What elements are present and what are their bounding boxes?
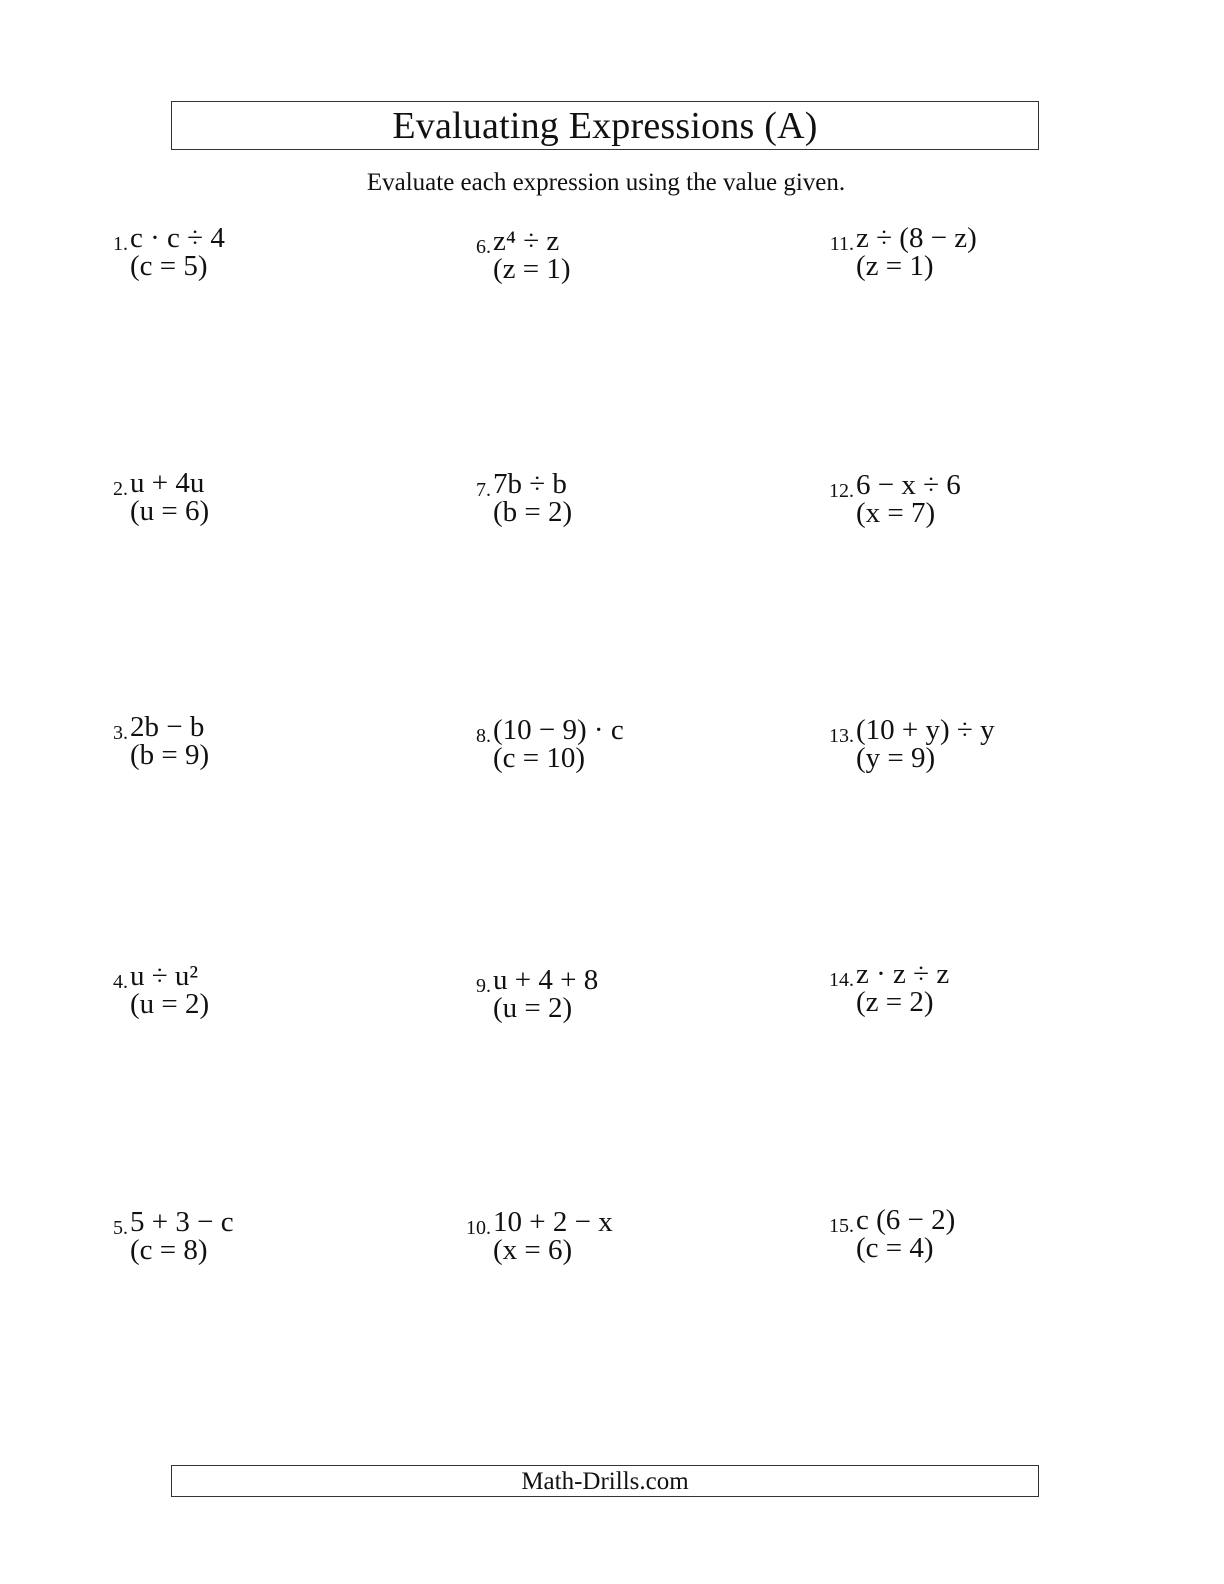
- problem-7: [463, 470, 763, 550]
- problem-expression: 7b ÷ b: [493, 468, 567, 500]
- problem-number: 6.: [476, 236, 491, 258]
- problem-given-value: (y = 9): [856, 742, 936, 774]
- problem-number: 10.: [466, 1217, 491, 1239]
- problem-12: [826, 471, 1126, 551]
- problem-3: [100, 713, 400, 793]
- problem-given-value: (c = 8): [130, 1234, 208, 1266]
- problem-number: 4.: [113, 971, 128, 993]
- problem-given-value: (c = 5): [130, 250, 208, 282]
- problem-given-value: (u = 2): [493, 992, 573, 1024]
- problem-8: [463, 716, 763, 796]
- problem-14: [826, 960, 1126, 1040]
- problem-expression: (10 + y) ÷ y: [856, 714, 995, 746]
- problem-number: 11.: [829, 233, 854, 255]
- worksheet-title: Evaluating Expressions (A): [392, 104, 818, 147]
- problem-expression: z · z ÷ z: [856, 958, 950, 990]
- problem-number: 3.: [113, 722, 128, 744]
- problem-expression: z⁴ ÷ z: [493, 225, 560, 257]
- problem-2: [100, 469, 400, 549]
- problem-number: 7.: [476, 479, 491, 501]
- problem-5: [100, 1208, 400, 1288]
- worksheet-instructions: Evaluate each expression using the value given.: [366, 169, 846, 196]
- problem-given-value: (u = 2): [130, 988, 210, 1020]
- problem-number: 15.: [829, 1215, 854, 1237]
- problem-given-value: (z = 2): [856, 986, 934, 1018]
- worksheet-title-box: [171, 101, 1039, 150]
- problem-given-value: (c = 10): [493, 742, 586, 774]
- footer-site-name: Math-Drills.com: [521, 1467, 689, 1495]
- problem-given-value: (u = 6): [130, 495, 210, 527]
- problem-number: 8.: [476, 725, 491, 747]
- problem-expression: 5 + 3 − c: [130, 1206, 234, 1238]
- problem-4: [100, 962, 400, 1042]
- problem-number: 5.: [113, 1217, 128, 1239]
- problem-number: 14.: [829, 969, 854, 991]
- problem-expression: c (6 − 2): [856, 1204, 956, 1236]
- problem-13: [826, 716, 1126, 796]
- problem-number: 2.: [113, 478, 128, 500]
- problem-10: [463, 1208, 763, 1288]
- problem-number: 12.: [829, 480, 854, 502]
- problem-expression: u + 4u: [130, 467, 205, 499]
- problem-number: 9.: [476, 975, 491, 997]
- problem-expression: 10 + 2 − x: [493, 1206, 613, 1238]
- problem-expression: 6 − x ÷ 6: [856, 469, 961, 501]
- problem-6: [463, 227, 763, 307]
- problem-expression: (10 − 9) · c: [493, 714, 624, 746]
- problem-expression: u + 4 + 8: [493, 964, 599, 996]
- problem-9: [463, 966, 763, 1046]
- problem-given-value: (z = 1): [493, 253, 571, 285]
- problem-number: 1.: [113, 233, 128, 255]
- problem-expression: z ÷ (8 − z): [856, 222, 977, 254]
- problem-given-value: (b = 2): [493, 496, 573, 528]
- problem-1: [100, 224, 400, 304]
- problem-expression: u ÷ u²: [130, 960, 199, 992]
- problem-given-value: (x = 6): [493, 1234, 573, 1266]
- footer-box: [171, 1465, 1039, 1497]
- problem-given-value: (b = 9): [130, 739, 210, 771]
- problem-number: 13.: [829, 725, 854, 747]
- problem-given-value: (x = 7): [856, 497, 936, 529]
- problem-given-value: (c = 4): [856, 1232, 934, 1264]
- problem-expression: c · c ÷ 4: [130, 222, 225, 254]
- problem-expression: 2b − b: [130, 711, 205, 743]
- problem-11: [826, 224, 1126, 304]
- problem-15: [826, 1206, 1126, 1286]
- problem-given-value: (z = 1): [856, 250, 934, 282]
